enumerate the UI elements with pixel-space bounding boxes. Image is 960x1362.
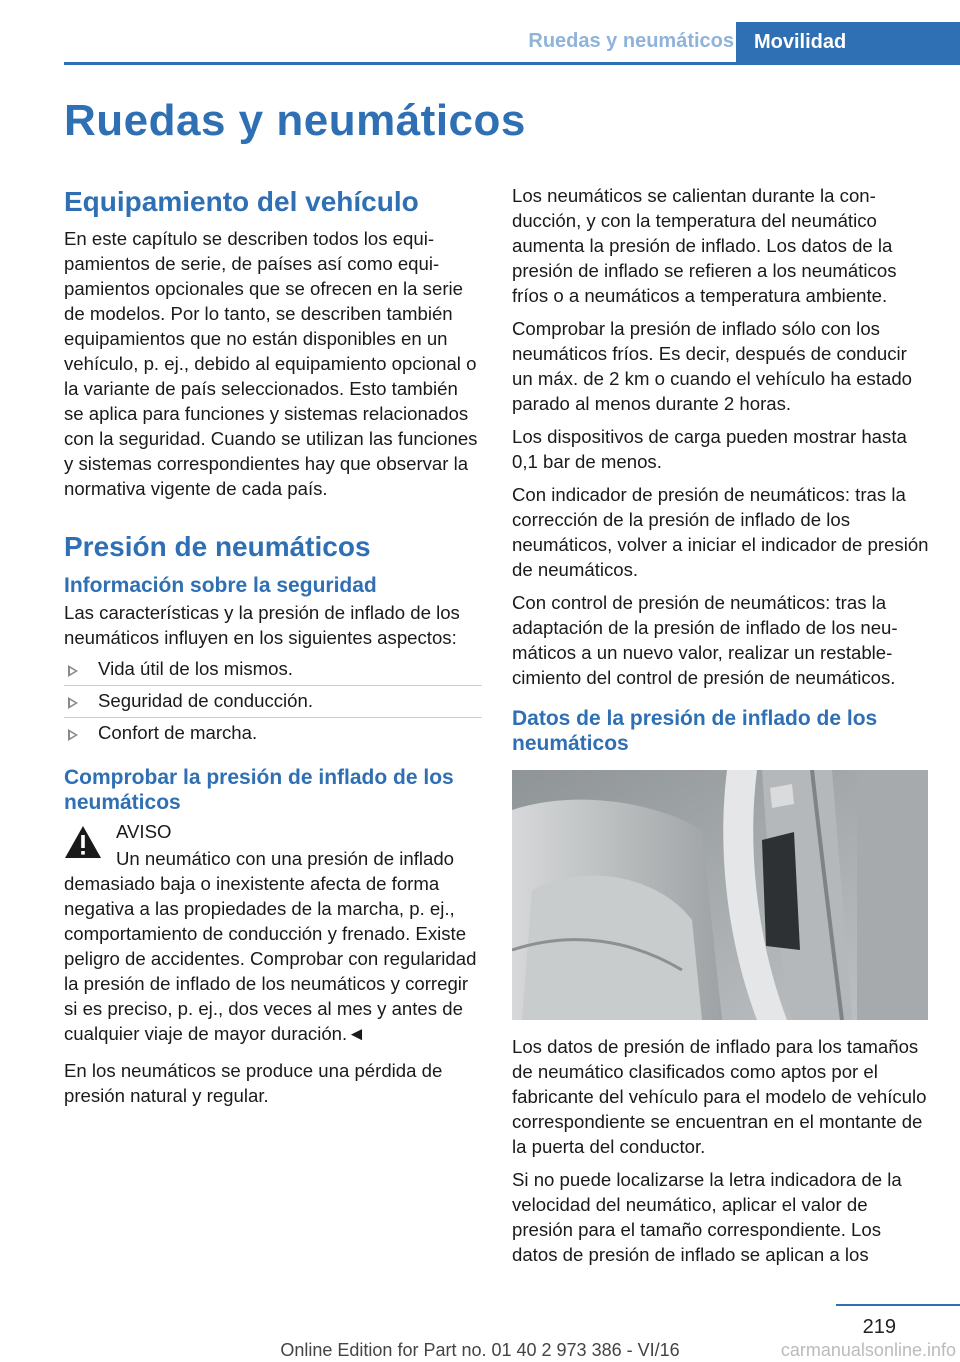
warning-text: demasiado baja o inexistente afecta de forma negativa a las propiedades de la marcha, p. ej., comportamiento de conducción y frenado. Existe peligro de accidentes. Comprobar con regularidad la presión de inflado de los neumáticos y corregir si es preciso, p. ej., dos veces al mes y antes de cualquier viaje de mayor duración.◄ [64, 873, 477, 1044]
triangle-bullet-icon [68, 729, 78, 741]
paragraph-perdida: En los neumáticos se produce una pérdida de presión natural y regular. [64, 1060, 443, 1106]
paragraph-comprobar-frios: Comprobar la presión de inflado sólo con los neumáticos fríos. Es decir, después de conducir un máx. de 2 km o cuando el vehículo ha estado parado al menos durante 2 horas. [512, 318, 913, 414]
footer-edition: Online Edition for Part no. 01 40 2 973 386 - VI/16 [280, 1340, 680, 1360]
heading-equipamiento: Equipamiento del vehículo [64, 186, 419, 217]
list-item [64, 718, 482, 749]
paragraph-control: Con control de presión de neumáticos: tras la adaptación de la presión de inflado de los neumáticos a un nuevo valor, realizar un restablecimiento del control de presión de neumáticos. [512, 592, 898, 688]
warning-title: AVISO [116, 821, 172, 842]
warning-block [64, 819, 482, 1046]
paragraph-equipamiento: En este capítulo se describen todos los equipamientos de serie, de países así como equipamientos opcionales que se ofrecen en la serie de modelos. Por lo tanto, se describen también equipamientos que no están disponibles en un vehículo, p. ej., debido al equipamiento opcional o la variante de país seleccionados. Esto también se aplica para funciones y sistemas relacionados con la seguridad. Cuando se utilizan las funciones y sistemas correspondientes hay que observar la normativa vigente de cada país. [64, 228, 478, 499]
paragraph-dispositivos: Los dispositivos de carga pueden mostrar hasta 0,1 bar de menos. [512, 426, 907, 472]
list-item [64, 686, 482, 718]
heading-datos-presion: Datos de la presión de inflado de los neumáticos [512, 707, 878, 755]
page-title: Ruedas y neumáticos [64, 96, 526, 145]
heading-presion: Presión de neumáticos [64, 531, 371, 562]
heading-comprobar: Comprobar la presión de inflado de los neumáticos [64, 766, 454, 814]
warning-first-line: Un neumático con una presión de inflado [116, 848, 455, 869]
right-column [512, 183, 930, 1275]
paragraph-temperatura: Los neumáticos se calientan durante la conducción, y con la temperatura del neumático aumenta la presión de inflado. Los datos de la presión de inflado se refieren a los neumáticos fríos o a neumáticos a temperatura ambiente. [512, 185, 897, 306]
header-section-label: Ruedas y neumáticos [528, 30, 734, 52]
paragraph-indicador: Con indicador de presión de neumáticos: tras la corrección de la presión de inflado de los neumáticos, volver a iniciar el indicador de presión de neumáticos. [512, 484, 929, 580]
list-item [64, 654, 482, 686]
triangle-bullet-icon [68, 697, 78, 709]
watermark: carmanualsonline.info [780, 1340, 956, 1360]
footer-rule [836, 1304, 960, 1306]
bullet-list [64, 654, 482, 749]
triangle-bullet-icon [68, 665, 78, 677]
heading-info-seguridad: Información sobre la seguridad [64, 574, 377, 597]
paragraph-info-seguridad: Las características y la presión de inflado de los neumáticos influyen en los siguientes aspectos: [64, 602, 460, 648]
page-number: 219 [862, 1316, 896, 1338]
paragraph-datos-montante: Los datos de presión de inflado para los tamaños de neumático clasificados como aptos por el fabricante del vehículo para el modelo de vehículo correspondiente se encuentran en el montante de la puerta del conductor. [512, 1036, 927, 1157]
list-item-text: Confort de marcha. [98, 722, 258, 743]
list-item-text: Seguridad de conducción. [98, 690, 314, 711]
paragraph-velocidad: Si no puede localizarse la letra indicadora de la velocidad del neumático, aplicar el valor de presión para el tamaño correspondiente. Los datos de presión de inflado se aplican a los [512, 1169, 902, 1265]
list-item-text: Vida útil de los mismos. [98, 658, 293, 679]
left-column [64, 182, 482, 1116]
door-pillar-photo [512, 770, 928, 1020]
warning-icon [64, 825, 102, 859]
header-chapter-tab: Movilidad [736, 22, 960, 62]
